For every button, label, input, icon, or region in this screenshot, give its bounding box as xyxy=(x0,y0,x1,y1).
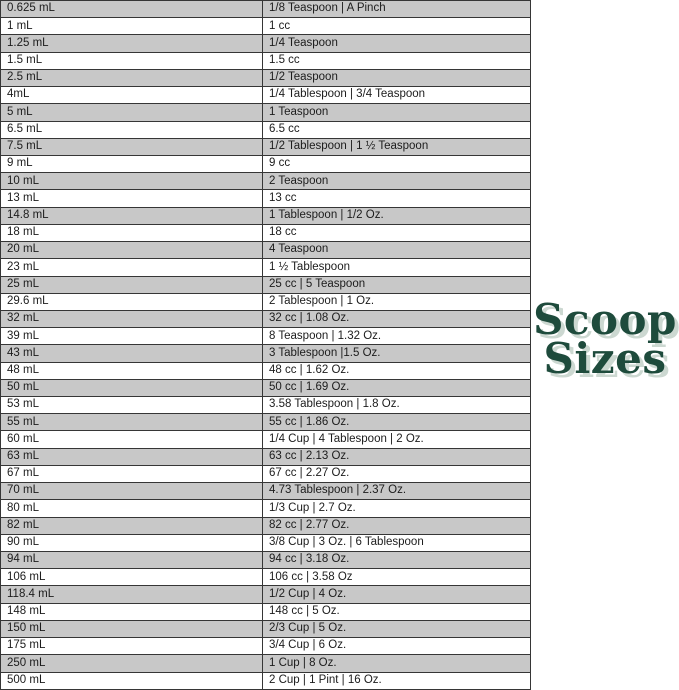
equivalent-cell: 1/8 Teaspoon | A Pinch xyxy=(269,2,386,15)
milliliters-cell: 118.4 mL xyxy=(1,586,263,602)
table-row xyxy=(0,604,531,621)
table-row xyxy=(0,104,531,121)
equivalent-cell: 1.5 cc xyxy=(269,54,300,67)
table-row xyxy=(0,380,531,397)
table-row xyxy=(0,466,531,483)
table-row xyxy=(0,190,531,207)
equivalent-cell: 6.5 cc xyxy=(269,122,300,135)
equivalent-cell: 2 Teaspoon xyxy=(269,174,329,187)
equivalent-cell: 55 cc | 1.86 Oz. xyxy=(269,415,350,428)
table-row xyxy=(0,328,531,345)
equivalent-cell: 1/2 Cup | 4 Oz. xyxy=(269,587,347,600)
milliliters-cell: 13 mL xyxy=(1,190,263,206)
logo-line-sizes: Sizes xyxy=(543,334,667,383)
table-row xyxy=(0,586,531,603)
equivalent-cell: 148 cc | 5 Oz. xyxy=(269,605,340,618)
table-row xyxy=(0,87,531,104)
equivalent-cell: 2 Cup | 1 Pint | 16 Oz. xyxy=(269,673,382,686)
table-row xyxy=(0,18,531,35)
equivalent-cell: 2 Tablespoon | 1 Oz. xyxy=(269,295,375,308)
table-row xyxy=(0,345,531,362)
milliliters-cell: 67 mL xyxy=(1,466,263,482)
milliliters-cell: 70 mL xyxy=(1,483,263,499)
milliliters-cell: 23 mL xyxy=(1,259,263,275)
scoop-sizes-logo xyxy=(531,295,679,383)
milliliters-cell: 0.625 mL xyxy=(1,1,263,17)
table-row xyxy=(0,673,531,690)
milliliters-cell: 90 mL xyxy=(1,535,263,551)
milliliters-cell: 43 mL xyxy=(1,345,263,361)
milliliters-cell: 25 mL xyxy=(1,277,263,293)
milliliters-cell: 48 mL xyxy=(1,363,263,379)
equivalent-cell: 1/2 Tablespoon | 1 ½ Teaspoon xyxy=(269,140,429,153)
equivalent-cell: 3 Tablespoon |1.5 Oz. xyxy=(269,346,381,359)
equivalent-cell: 3/8 Cup | 3 Oz. | 6 Tablespoon xyxy=(269,536,424,549)
equivalent-cell: 32 cc | 1.08 Oz. xyxy=(269,312,350,325)
milliliters-cell: 63 mL xyxy=(1,449,263,465)
milliliters-cell: 82 mL xyxy=(1,518,263,534)
milliliters-cell: 53 mL xyxy=(1,397,263,413)
table-row xyxy=(0,431,531,448)
table-row xyxy=(0,259,531,276)
equivalent-cell: 1 Teaspoon xyxy=(269,105,329,118)
milliliters-cell: 50 mL xyxy=(1,380,263,396)
table-row xyxy=(0,35,531,52)
equivalent-cell: 50 cc | 1.69 Oz. xyxy=(269,381,350,394)
table-row xyxy=(0,483,531,500)
equivalent-cell: 1/2 Teaspoon xyxy=(269,71,338,84)
equivalent-cell: 82 cc | 2.77 Oz. xyxy=(269,518,350,531)
milliliters-cell: 94 mL xyxy=(1,552,263,568)
table-row xyxy=(0,53,531,70)
milliliters-cell: 1 mL xyxy=(1,18,263,34)
milliliters-cell: 2.5 mL xyxy=(1,70,263,86)
table-row xyxy=(0,655,531,672)
equivalent-cell: 25 cc | 5 Teaspoon xyxy=(269,277,366,290)
equivalent-cell: 1 ½ Tablespoon xyxy=(269,260,350,273)
equivalent-cell: 1/4 Cup | 4 Tablespoon | 2 Oz. xyxy=(269,432,424,445)
equivalent-cell: 63 cc | 2.13 Oz. xyxy=(269,450,350,463)
milliliters-cell: 80 mL xyxy=(1,500,263,516)
table-row xyxy=(0,518,531,535)
milliliters-cell: 55 mL xyxy=(1,414,263,430)
milliliters-cell: 1.25 mL xyxy=(1,35,263,51)
table-row xyxy=(0,311,531,328)
milliliters-cell: 10 mL xyxy=(1,173,263,189)
table-row xyxy=(0,208,531,225)
milliliters-cell: 9 mL xyxy=(1,156,263,172)
equivalent-cell: 1/4 Tablespoon | 3/4 Teaspoon xyxy=(269,88,426,101)
milliliters-cell: 150 mL xyxy=(1,621,263,637)
milliliters-cell: 148 mL xyxy=(1,604,263,620)
equivalent-cell: 4.73 Tablespoon | 2.37 Oz. xyxy=(269,484,407,497)
equivalent-cell: 1 Tablespoon | 1/2 Oz. xyxy=(269,208,384,221)
milliliters-cell: 106 mL xyxy=(1,569,263,585)
table-row xyxy=(0,535,531,552)
table-row xyxy=(0,414,531,431)
milliliters-cell: 5 mL xyxy=(1,104,263,120)
equivalent-cell: 18 cc xyxy=(269,226,297,239)
equivalent-cell: 94 cc | 3.18 Oz. xyxy=(269,553,350,566)
table-row xyxy=(0,294,531,311)
milliliters-cell: 250 mL xyxy=(1,655,263,671)
equivalent-cell: 3/4 Cup | 6 Oz. xyxy=(269,639,347,652)
table-row xyxy=(0,70,531,87)
equivalent-cell: 1 Cup | 8 Oz. xyxy=(269,656,337,669)
table-row xyxy=(0,1,531,18)
equivalent-cell: 1/3 Cup | 2.7 Oz. xyxy=(269,501,356,514)
equivalent-cell: 9 cc xyxy=(269,157,291,170)
milliliters-cell: 20 mL xyxy=(1,242,263,258)
milliliters-cell: 29.6 mL xyxy=(1,294,263,310)
milliliters-cell: 60 mL xyxy=(1,431,263,447)
equivalent-cell: 67 cc | 2.27 Oz. xyxy=(269,467,350,480)
equivalent-cell: 106 cc | 3.58 Oz xyxy=(269,570,353,583)
table-row xyxy=(0,277,531,294)
equivalent-cell: 4 Teaspoon xyxy=(269,243,329,256)
table-row xyxy=(0,363,531,380)
equivalent-cell: 48 cc | 1.62 Oz. xyxy=(269,363,350,376)
milliliters-cell: 4mL xyxy=(1,87,263,103)
logo-line-scoop: Scoop xyxy=(533,295,677,344)
equivalent-cell: 3.58 Tablespoon | 1.8 Oz. xyxy=(269,398,400,411)
table-row xyxy=(0,569,531,586)
milliliters-cell: 18 mL xyxy=(1,225,263,241)
equivalent-cell: 2/3 Cup | 5 Oz. xyxy=(269,622,347,635)
table-row xyxy=(0,500,531,517)
milliliters-cell: 6.5 mL xyxy=(1,122,263,138)
milliliters-cell: 7.5 mL xyxy=(1,139,263,155)
equivalent-cell: 8 Teaspoon | 1.32 Oz. xyxy=(269,329,382,342)
milliliters-cell: 39 mL xyxy=(1,328,263,344)
milliliters-cell: 14.8 mL xyxy=(1,208,263,224)
table-row xyxy=(0,552,531,569)
table-row xyxy=(0,621,531,638)
table-row xyxy=(0,122,531,139)
table-row xyxy=(0,242,531,259)
table-row xyxy=(0,225,531,242)
equivalent-cell: 1/4 Teaspoon xyxy=(269,36,338,49)
milliliters-cell: 175 mL xyxy=(1,638,263,654)
milliliters-cell: 32 mL xyxy=(1,311,263,327)
table-row xyxy=(0,173,531,190)
table-row xyxy=(0,139,531,156)
table-row xyxy=(0,449,531,466)
table-row xyxy=(0,156,531,173)
equivalent-cell: 1 cc xyxy=(269,19,291,32)
milliliters-cell: 1.5 mL xyxy=(1,53,263,69)
table-row xyxy=(0,638,531,655)
table-row xyxy=(0,397,531,414)
milliliters-cell: 500 mL xyxy=(1,673,263,689)
equivalent-cell: 13 cc xyxy=(269,191,297,204)
